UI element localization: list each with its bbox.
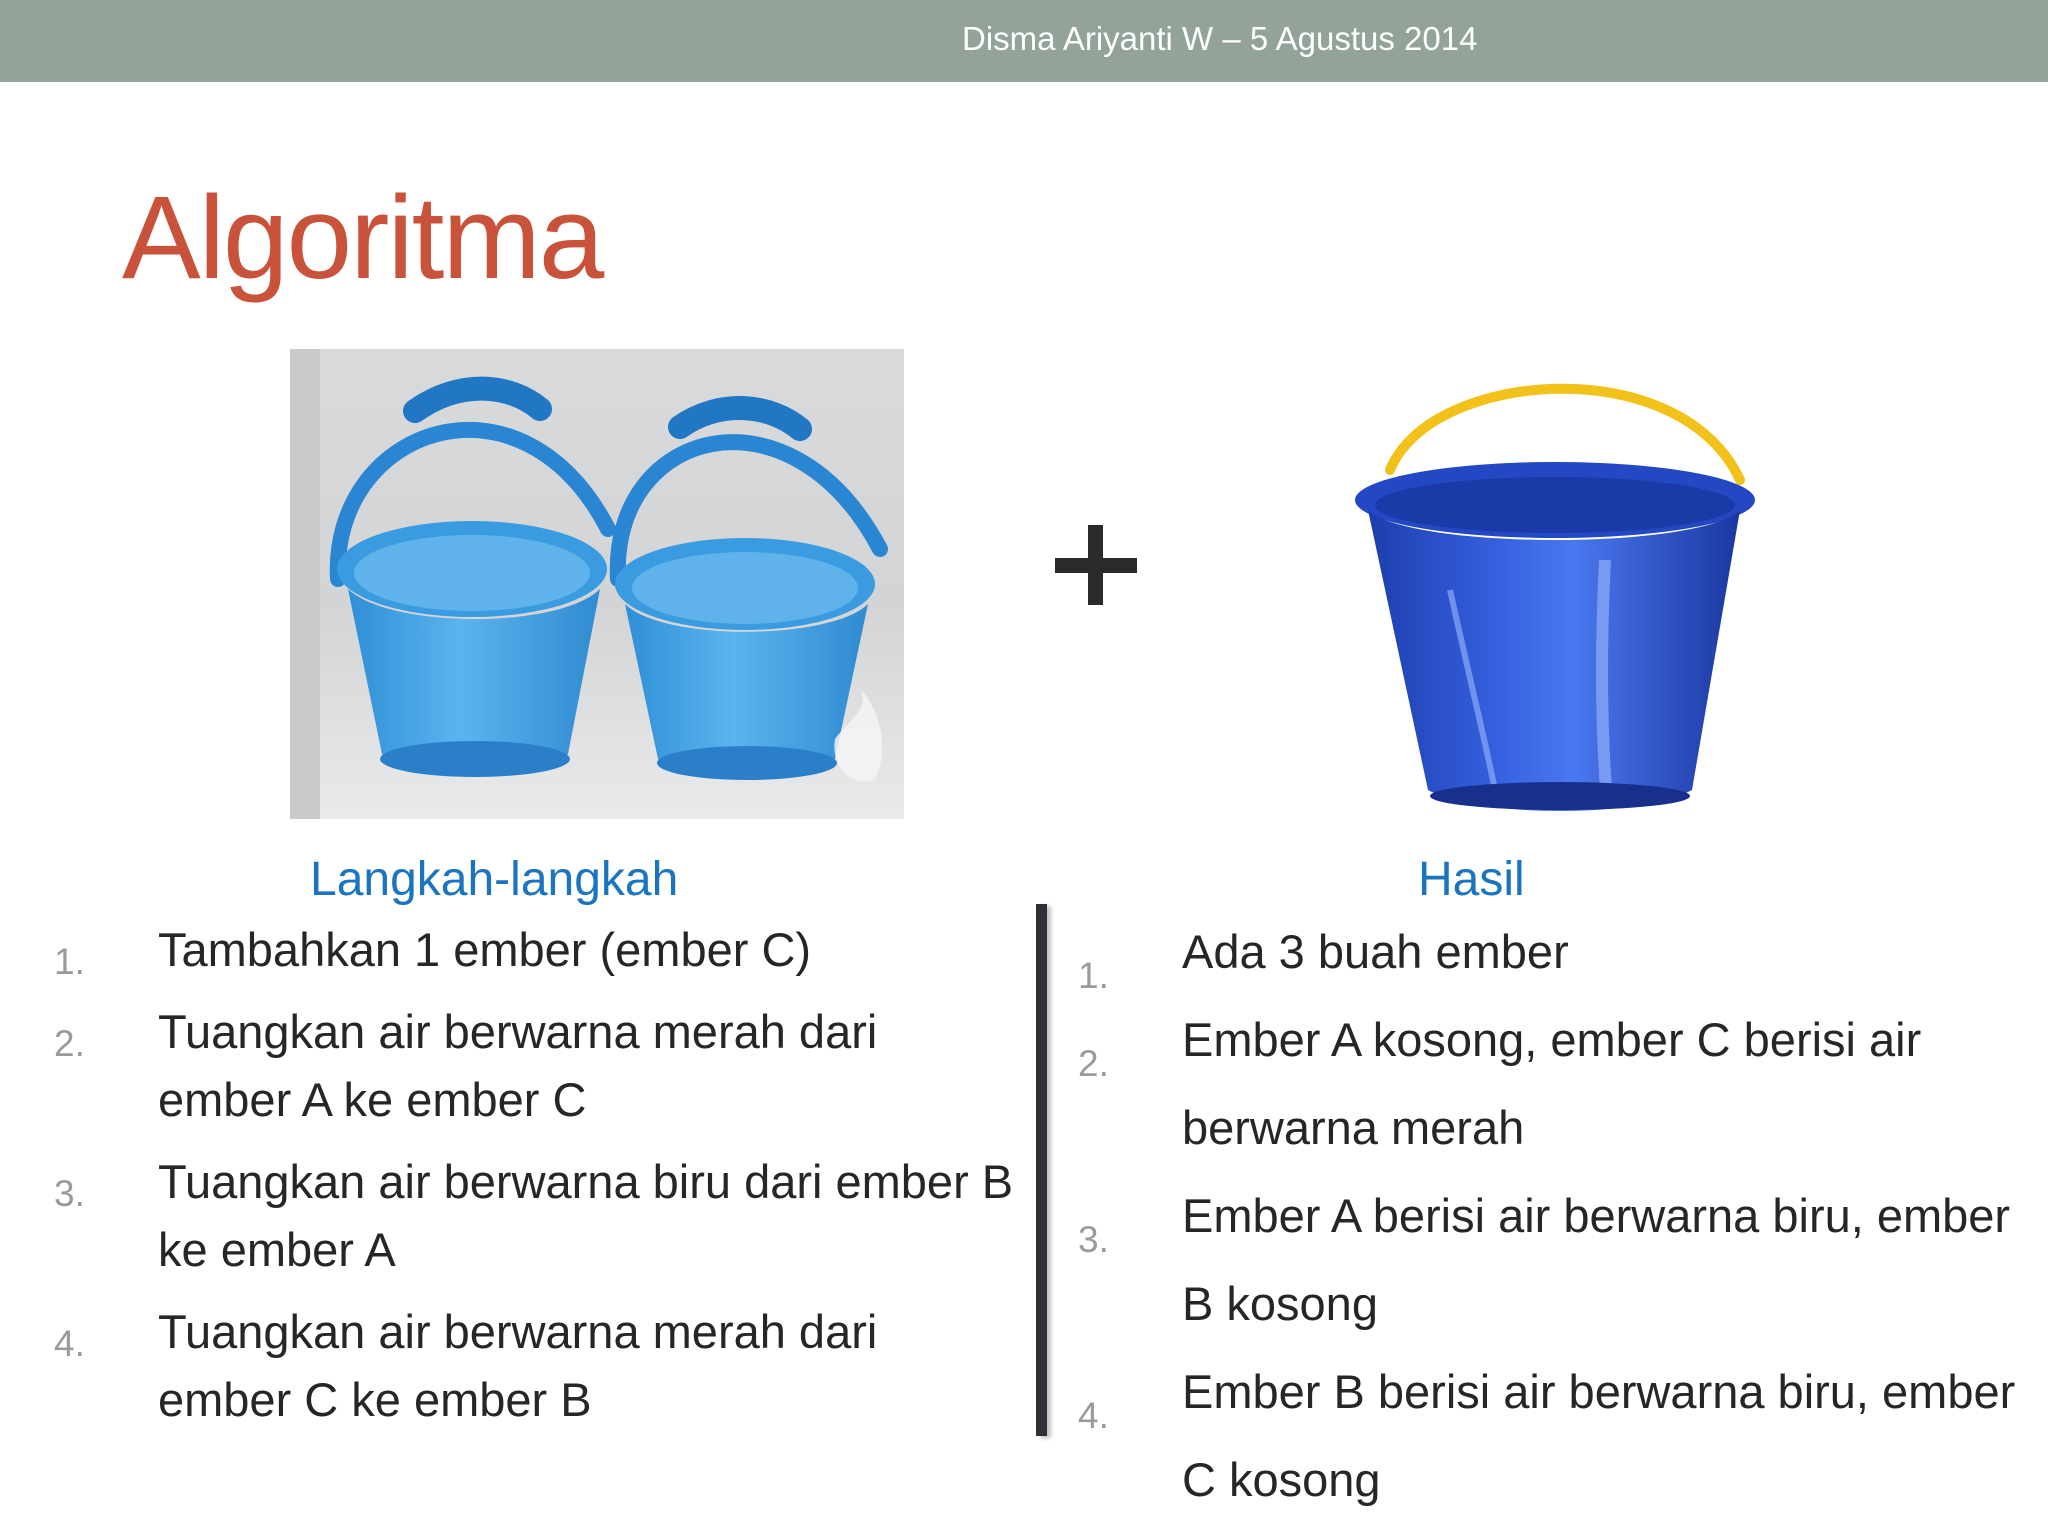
column-divider — [1036, 904, 1047, 1436]
list-number: 2. — [54, 1023, 85, 1064]
list-number: 2. — [1078, 1043, 1109, 1084]
list-item — [1078, 1172, 2038, 1348]
list-text: Tuangkan air berwarna biru dari ember B ke ember A — [158, 1155, 1014, 1276]
list-number: 1. — [1078, 955, 1109, 996]
list-item — [54, 1298, 1014, 1434]
list-text: Tuangkan air berwarna merah dari ember A ke ember C — [158, 1005, 878, 1126]
two-buckets-image — [290, 349, 904, 819]
list-number: 4. — [54, 1323, 85, 1364]
list-text: Ember A kosong, ember C berisi air berwarna merah — [1182, 1013, 1922, 1154]
bucket-photo — [1320, 360, 1780, 830]
right-column-heading: Hasil — [1418, 853, 1525, 906]
list-number: 3. — [54, 1173, 85, 1214]
list-text: Ember A berisi air berwarna biru, ember B kosong — [1182, 1189, 2011, 1330]
list-item — [54, 916, 1014, 984]
header-author-date: Disma Ariyanti W – 5 Agustus 2014 — [962, 20, 1478, 57]
left-column-heading: Langkah-langkah — [310, 853, 679, 906]
slide-title: Algoritma — [122, 172, 603, 304]
plus-icon — [1046, 515, 1146, 615]
list-number: 4. — [1078, 1395, 1109, 1436]
list-item — [1078, 908, 2038, 996]
list-number: 3. — [1078, 1219, 1109, 1260]
list-item — [54, 998, 1014, 1134]
bucket-image — [1320, 360, 1780, 830]
two-buckets-photo — [290, 349, 904, 819]
header-bar — [0, 0, 2048, 82]
list-text: Ember B berisi air berwarna biru, ember C kosong — [1182, 1365, 2016, 1506]
steps-list — [54, 916, 1014, 1448]
results-list — [1078, 908, 2038, 1524]
list-item — [1078, 1348, 2038, 1524]
list-number: 1. — [54, 941, 85, 982]
list-text: Tambahkan 1 ember (ember C) — [158, 923, 812, 976]
list-item — [1078, 996, 2038, 1172]
list-text: Tuangkan air berwarna merah dari ember C ke ember B — [158, 1305, 878, 1426]
list-text: Ada 3 buah ember — [1182, 925, 1569, 978]
list-item — [54, 1148, 1014, 1284]
